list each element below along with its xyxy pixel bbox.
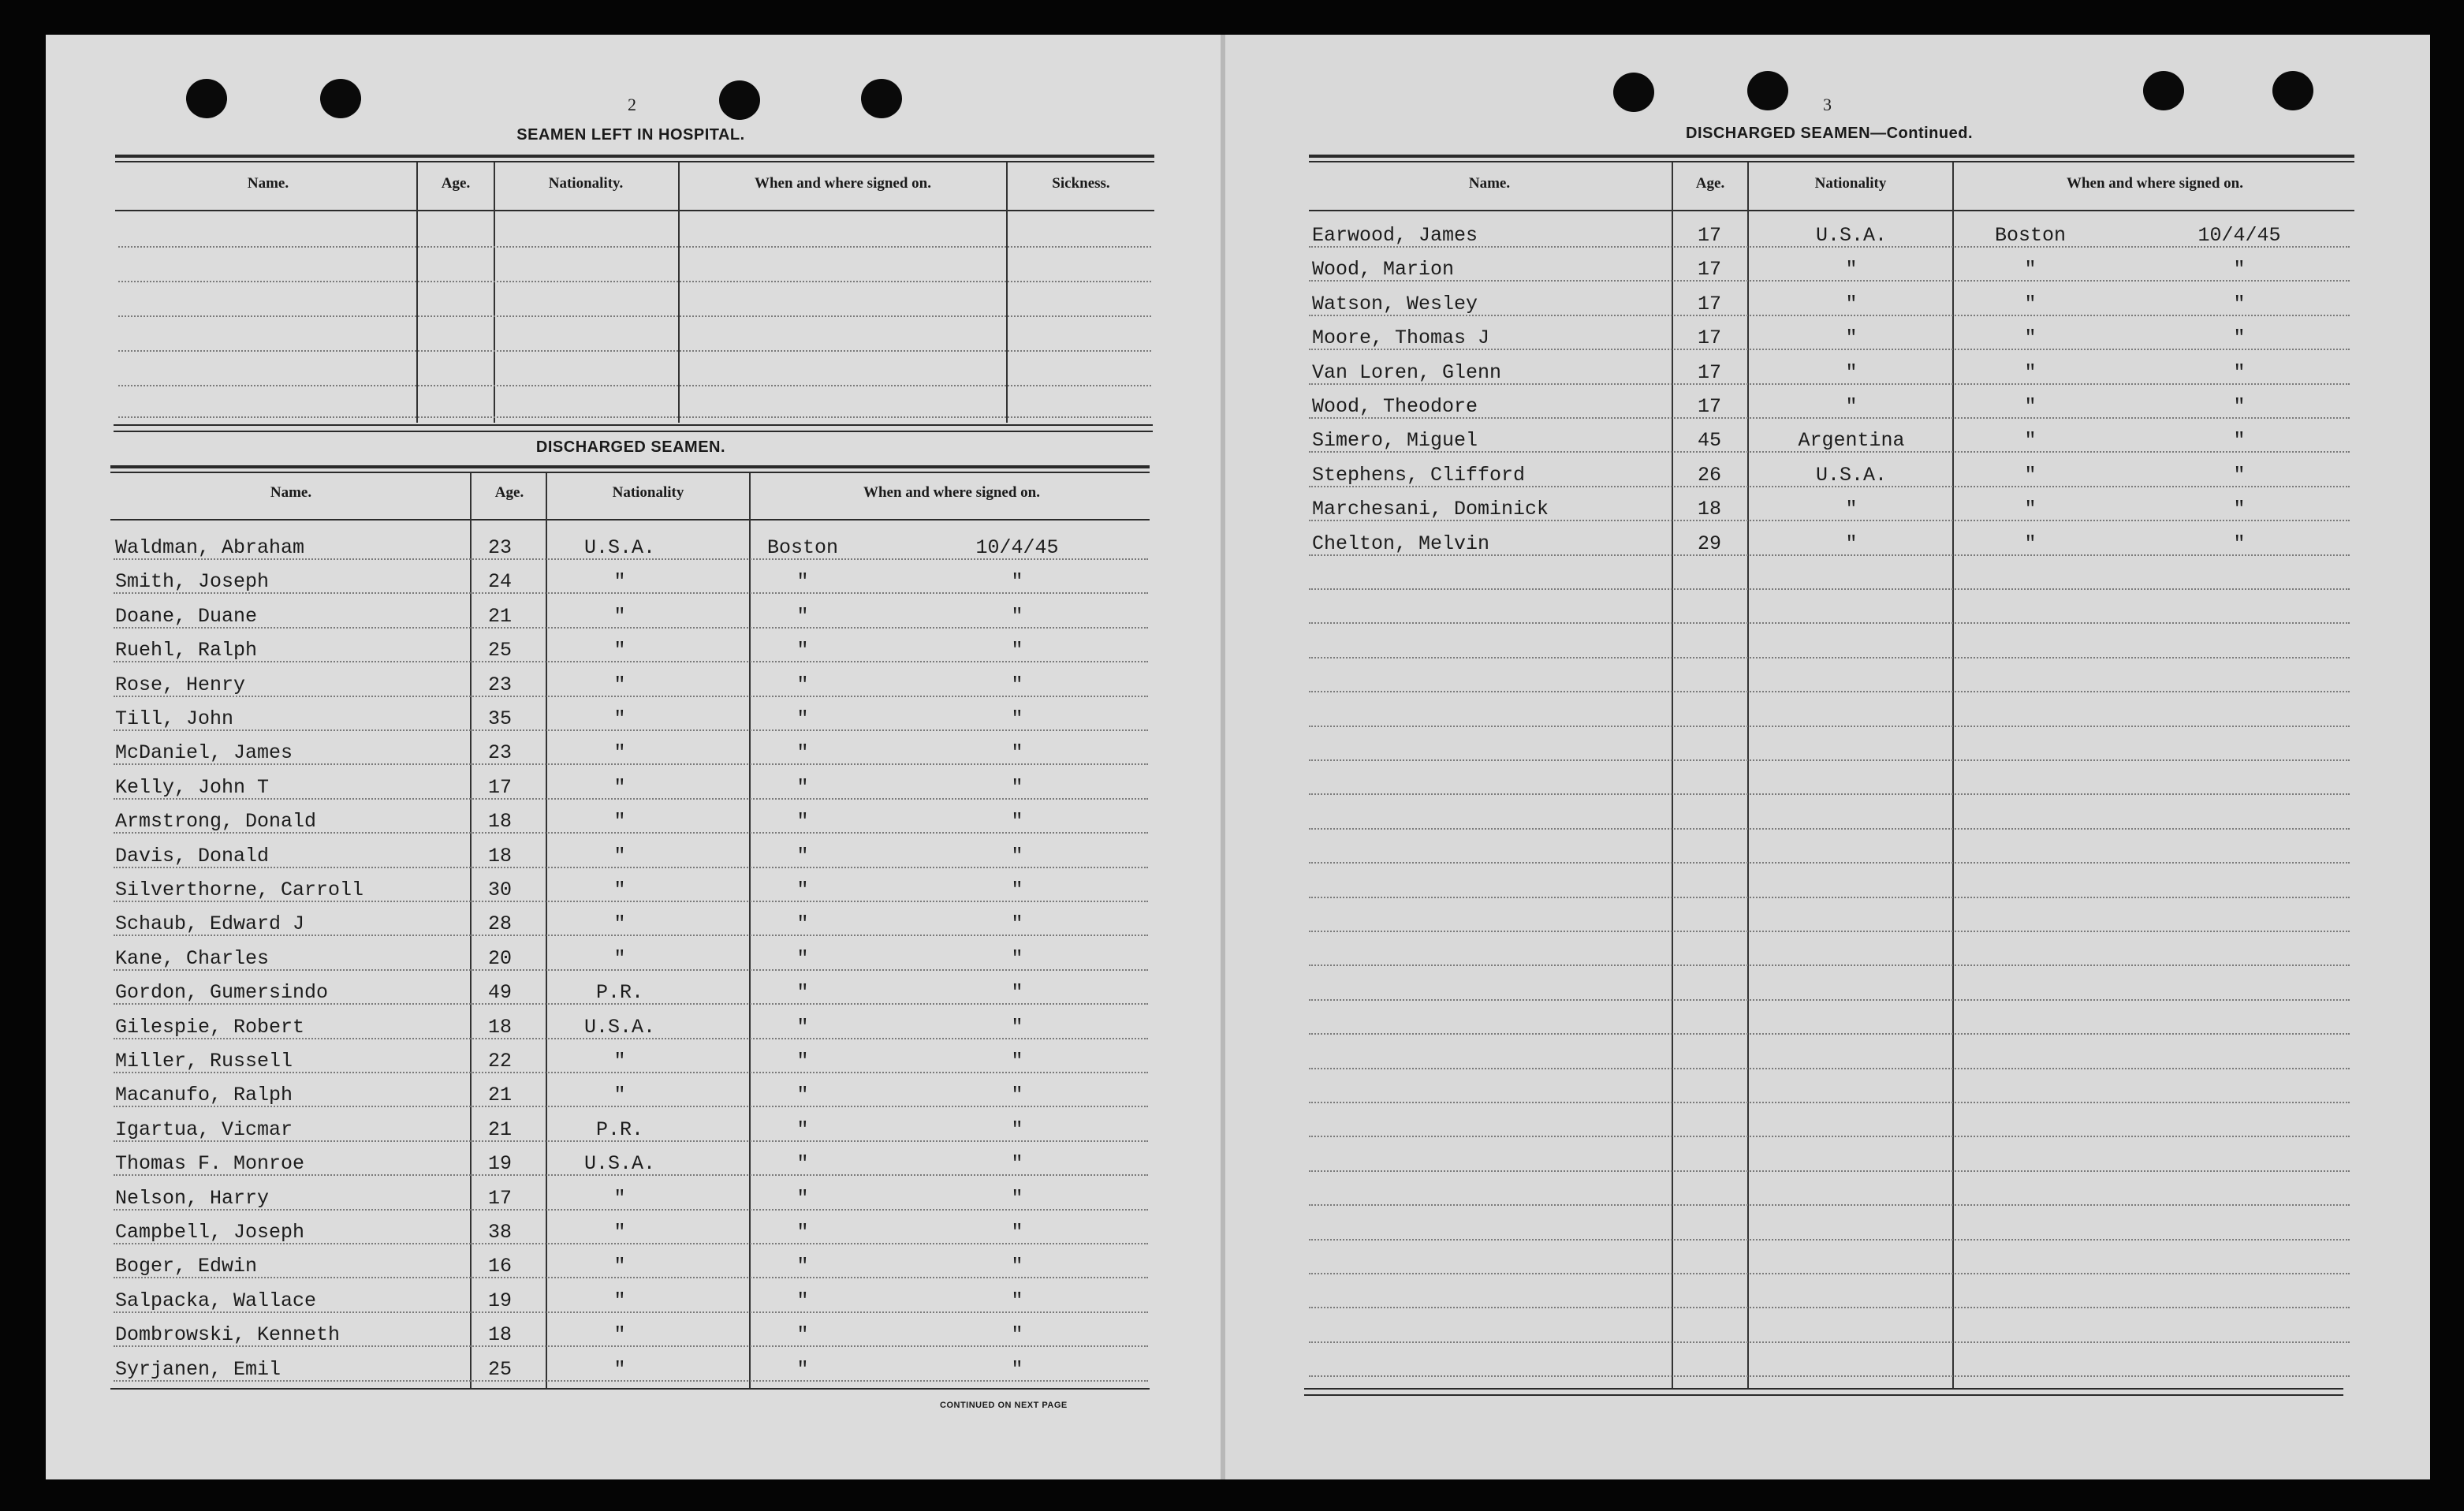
cell-age: 29 (1697, 532, 1721, 555)
cell-age: 17 (487, 775, 512, 799)
cell-name: Marchesani, Dominick (1312, 498, 1549, 521)
cell-nationality: U.S.A. (583, 536, 655, 559)
cell-date: " (2233, 532, 2246, 555)
cell-place: " (2024, 292, 2037, 315)
ruled-line (1309, 999, 2350, 1001)
cell-name: Salpacka, Wallace (115, 1289, 317, 1312)
cell-place: " (796, 1357, 809, 1381)
cell-nationality: P.R. (595, 1117, 643, 1141)
cell-nationality: " (613, 810, 626, 834)
cell-age: 28 (487, 912, 512, 936)
cell-place: " (796, 879, 809, 901)
ruled-line (1309, 759, 2350, 761)
cell-name: Watson, Wesley (1312, 292, 1478, 315)
cell-date: " (1011, 1152, 1023, 1176)
cell-date: " (2233, 326, 2246, 350)
cell-age: 17 (1697, 292, 1721, 315)
column-header-signed-on: When and where signed on. (2066, 175, 2243, 192)
table-rule (114, 431, 1153, 432)
cell-nationality: U.S.A. (583, 1152, 655, 1176)
ruled-line (1309, 862, 2350, 864)
cell-date: " (1011, 639, 1023, 662)
cell-age: 25 (487, 1357, 512, 1381)
binding-hole (320, 79, 361, 118)
column-divider (470, 473, 472, 1388)
cell-date: " (1011, 1015, 1023, 1039)
cell-nationality: " (613, 879, 626, 901)
cell-name: Gilespie, Robert (115, 1015, 305, 1039)
ruled-line (118, 350, 1151, 352)
cell-age: 25 (487, 639, 512, 662)
ruled-line (1309, 691, 2350, 692)
cell-date: " (1011, 1117, 1023, 1141)
cell-date: " (1011, 844, 1023, 867)
ruled-line (1309, 1033, 2350, 1035)
cell-nationality: " (613, 946, 626, 970)
cell-place: " (2024, 532, 2037, 555)
binding-hole (186, 79, 227, 118)
cell-date: " (2233, 429, 2246, 453)
table-rule (1309, 155, 2354, 158)
cell-name: Waldman, Abraham (115, 536, 305, 559)
column-header-name: Name. (247, 175, 289, 192)
ruled-line (1309, 964, 2350, 966)
cell-name: Ruehl, Ralph (115, 639, 258, 662)
table-rule (110, 1388, 1150, 1390)
cell-place: " (796, 1221, 809, 1244)
column-header-name: Name. (1468, 175, 1511, 192)
column-header-nationality: Nationality (1814, 175, 1887, 192)
cell-nationality: " (613, 604, 626, 628)
cell-place: " (796, 981, 809, 1005)
cell-date: " (1011, 673, 1023, 696)
page-fold (1221, 35, 1225, 1479)
cell-nationality: " (613, 1357, 626, 1381)
cell-date: " (1011, 946, 1023, 970)
column-header-name: Name. (270, 484, 312, 501)
column-header-nationality: Nationality. (548, 175, 624, 192)
column-header-age: Age. (494, 484, 524, 501)
cell-place: " (796, 741, 809, 765)
cell-name: Smith, Joseph (115, 570, 270, 594)
cell-place: " (2024, 360, 2037, 384)
cell-name: Kane, Charles (115, 946, 270, 970)
cell-age: 17 (1697, 326, 1721, 350)
cell-date: 10/4/45 (975, 536, 1059, 559)
cell-place: " (796, 810, 809, 834)
cell-nationality: " (613, 673, 626, 696)
cell-age: 17 (1697, 360, 1721, 384)
cell-name: Rose, Henry (115, 673, 246, 696)
table-rule (110, 519, 1150, 520)
cell-name: Nelson, Harry (115, 1186, 270, 1210)
cell-place: Boston (1994, 224, 2066, 247)
cell-name: Dombrowski, Kenneth (115, 1323, 341, 1347)
cell-age: 35 (487, 707, 512, 730)
cell-place: " (796, 1289, 809, 1312)
cell-place: " (2024, 258, 2037, 282)
ruled-line (1309, 1239, 2350, 1241)
cell-name: Earwood, James (1312, 224, 1478, 247)
table-rule (114, 424, 1153, 426)
cell-age: 49 (487, 981, 512, 1005)
cell-age: 23 (487, 536, 512, 559)
cell-date: " (1011, 1050, 1023, 1073)
cell-place: " (796, 775, 809, 799)
cell-date: " (1011, 912, 1023, 936)
table-rule (110, 465, 1150, 468)
table-rule (115, 210, 1154, 211)
binding-hole (1747, 71, 1788, 110)
cell-age: 19 (487, 1152, 512, 1176)
cell-date: " (1011, 775, 1023, 799)
ruled-line (1309, 1068, 2350, 1069)
cell-nationality: " (613, 1289, 626, 1312)
table-rule (1304, 1394, 2343, 1396)
cell-date: " (2233, 395, 2246, 418)
cell-age: 18 (487, 1323, 512, 1347)
cell-nationality: " (1845, 326, 1858, 350)
cell-age: 17 (1697, 224, 1721, 247)
ruled-line (1309, 1102, 2350, 1103)
binding-hole (719, 80, 760, 120)
cell-date: " (2233, 258, 2246, 282)
column-divider (494, 162, 495, 423)
cell-place: " (2024, 463, 2037, 487)
ruled-line (1309, 1170, 2350, 1172)
table-rule (1304, 1388, 2343, 1390)
cell-nationality: " (613, 1186, 626, 1210)
cell-nationality: " (1845, 258, 1858, 282)
cell-name: Schaub, Edward J (115, 912, 305, 936)
cell-name: Wood, Theodore (1312, 395, 1478, 418)
ruled-line (1309, 1273, 2350, 1274)
cell-nationality: " (613, 707, 626, 730)
cell-age: 18 (487, 810, 512, 834)
cell-date: " (1011, 1084, 1023, 1107)
ruled-line (1309, 726, 2350, 727)
table-rule (115, 161, 1154, 162)
cell-place: " (2024, 326, 2037, 350)
table-rule (110, 472, 1150, 473)
binding-hole (2272, 71, 2313, 110)
cell-nationality: " (613, 639, 626, 662)
column-header-age: Age. (441, 175, 471, 192)
cell-date: " (1011, 741, 1023, 765)
ruled-line (1309, 657, 2350, 658)
page-number: 3 (1823, 95, 1832, 114)
cell-date: " (1011, 1289, 1023, 1312)
cell-place: " (796, 570, 809, 594)
cell-name: Boger, Edwin (115, 1255, 258, 1278)
cell-age: 23 (487, 673, 512, 696)
page-number: 2 (628, 95, 636, 114)
ruled-line (1309, 622, 2350, 624)
cell-place: " (796, 1152, 809, 1176)
cell-age: 19 (487, 1289, 512, 1312)
cell-nationality: Argentina (1798, 429, 1905, 453)
table-rule (1309, 161, 2354, 162)
cell-age: 16 (487, 1255, 512, 1278)
cell-name: Till, John (115, 707, 234, 730)
cell-nationality: U.S.A. (1815, 463, 1887, 487)
cell-age: 17 (487, 1186, 512, 1210)
cell-date: " (1011, 981, 1023, 1005)
ruled-line (1309, 793, 2350, 795)
cell-age: 26 (1697, 463, 1721, 487)
column-divider (546, 473, 547, 1388)
cell-date: " (2233, 498, 2246, 521)
cell-nationality: " (613, 741, 626, 765)
cell-place: " (796, 1015, 809, 1039)
cell-age: 22 (487, 1050, 512, 1073)
binding-hole (861, 79, 902, 118)
column-divider (1006, 162, 1008, 423)
cell-date: " (1011, 1221, 1023, 1244)
cell-place: " (796, 707, 809, 730)
cell-place: Boston (766, 536, 838, 559)
cell-nationality: " (1845, 292, 1858, 315)
column-header-signed-on: When and where signed on. (863, 484, 1040, 501)
cell-name: Igartua, Vicmar (115, 1117, 293, 1141)
cell-name: Macanufo, Ralph (115, 1084, 293, 1107)
cell-date: " (1011, 604, 1023, 628)
cell-date: " (2233, 463, 2246, 487)
cell-name: Silverthorne, Carroll (115, 879, 364, 901)
cell-name: Kelly, John T (115, 775, 270, 799)
cell-age: 24 (487, 570, 512, 594)
ruled-line (118, 315, 1151, 317)
cell-nationality: " (613, 912, 626, 936)
cell-nationality: P.R. (595, 981, 643, 1005)
cell-date: " (1011, 879, 1023, 901)
binding-hole (2143, 71, 2184, 110)
cell-nationality: " (1845, 532, 1858, 555)
cell-place: " (796, 1084, 809, 1107)
cell-age: 30 (487, 879, 512, 901)
cell-nationality: " (613, 1084, 626, 1107)
cell-age: 21 (487, 1084, 512, 1107)
cell-age: 18 (487, 844, 512, 867)
cell-nationality: " (613, 1323, 626, 1347)
cell-age: 21 (487, 604, 512, 628)
cell-place: " (796, 1323, 809, 1347)
cell-place: " (796, 1050, 809, 1073)
ruled-line (1309, 1307, 2350, 1308)
table-rule (115, 155, 1154, 158)
cell-date: " (2233, 292, 2246, 315)
cell-nationality: " (613, 1050, 626, 1073)
cell-name: Miller, Russell (115, 1050, 293, 1073)
cell-nationality: " (613, 1255, 626, 1278)
cell-date: " (1011, 1323, 1023, 1347)
right-page (1224, 35, 2430, 1479)
cell-age: 21 (487, 1117, 512, 1141)
cell-nationality: " (613, 1221, 626, 1244)
ruled-line (118, 246, 1151, 248)
cell-date: " (1011, 810, 1023, 834)
cell-place: " (2024, 498, 2037, 521)
continued-note: CONTINUED ON NEXT PAGE (940, 1401, 1068, 1410)
column-header-age: Age. (1695, 175, 1725, 192)
ruled-line (118, 281, 1151, 282)
ruled-line (1309, 1204, 2350, 1206)
cell-date: " (1011, 1255, 1023, 1278)
cell-name: Chelton, Melvin (1312, 532, 1490, 555)
cell-place: " (796, 1186, 809, 1210)
cell-name: Moore, Thomas J (1312, 326, 1490, 350)
ruled-line (1309, 897, 2350, 898)
cell-name: Doane, Duane (115, 604, 258, 628)
cell-name: Van Loren, Glenn (1312, 360, 1502, 384)
cell-nationality: U.S.A. (583, 1015, 655, 1039)
cell-date: " (1011, 1357, 1023, 1381)
cell-name: Davis, Donald (115, 844, 270, 867)
ruled-line (118, 385, 1151, 386)
cell-age: 20 (487, 946, 512, 970)
cell-name: Armstrong, Donald (115, 810, 317, 834)
cell-name: Gordon, Gumersindo (115, 981, 329, 1005)
cell-age: 17 (1697, 258, 1721, 282)
cell-age: 18 (487, 1015, 512, 1039)
cell-nationality: " (613, 775, 626, 799)
ruled-line (1309, 1136, 2350, 1137)
cell-nationality: " (613, 844, 626, 867)
table-rule (1309, 210, 2354, 211)
ruled-line (1309, 828, 2350, 830)
cell-name: Simero, Miguel (1312, 429, 1478, 453)
cell-nationality: U.S.A. (1815, 224, 1887, 247)
column-header-nationality: Nationality (612, 484, 684, 501)
cell-date: " (1011, 1186, 1023, 1210)
cell-name: Campbell, Joseph (115, 1221, 305, 1244)
column-header-sickness: Sickness. (1052, 175, 1110, 192)
cell-date: " (2233, 360, 2246, 384)
cell-place: " (796, 639, 809, 662)
column-header-signed-on: When and where signed on. (754, 175, 931, 192)
cell-name: Thomas F. Monroe (115, 1152, 305, 1176)
discharged-continued-heading: DISCHARGED SEAMEN—Continued. (1686, 125, 1973, 142)
cell-place: " (2024, 395, 2037, 418)
cell-place: " (796, 946, 809, 970)
cell-nationality: " (1845, 360, 1858, 384)
cell-name: Wood, Marion (1312, 258, 1455, 282)
cell-age: 45 (1697, 429, 1721, 453)
cell-place: " (796, 912, 809, 936)
ruled-line (1309, 931, 2350, 932)
cell-age: 17 (1697, 395, 1721, 418)
cell-date: " (1011, 707, 1023, 730)
cell-nationality: " (1845, 498, 1858, 521)
cell-date: 10/4/45 (2197, 224, 2281, 247)
cell-place: " (796, 1117, 809, 1141)
discharged-heading: DISCHARGED SEAMEN. (535, 438, 726, 456)
ruled-line (1309, 588, 2350, 590)
hospital-heading: SEAMEN LEFT IN HOSPITAL. (516, 126, 745, 144)
cell-place: " (796, 673, 809, 696)
cell-place: " (2024, 429, 2037, 453)
cell-age: 38 (487, 1221, 512, 1244)
cell-place: " (796, 844, 809, 867)
column-divider (749, 473, 751, 1388)
cell-name: McDaniel, James (115, 741, 293, 765)
ruled-line (118, 416, 1151, 418)
cell-date: " (1011, 570, 1023, 594)
column-divider (416, 162, 418, 423)
binding-hole (1613, 73, 1654, 112)
cell-age: 18 (1697, 498, 1721, 521)
cell-age: 23 (487, 741, 512, 765)
cell-place: " (796, 604, 809, 628)
cell-name: Stephens, Clifford (1312, 463, 1526, 487)
cell-nationality: " (1845, 395, 1858, 418)
ruled-line (1309, 1341, 2350, 1343)
column-divider (678, 162, 680, 423)
cell-nationality: " (613, 570, 626, 594)
cell-name: Syrjanen, Emil (115, 1357, 281, 1381)
ruled-line (1309, 1375, 2350, 1377)
cell-place: " (796, 1255, 809, 1278)
